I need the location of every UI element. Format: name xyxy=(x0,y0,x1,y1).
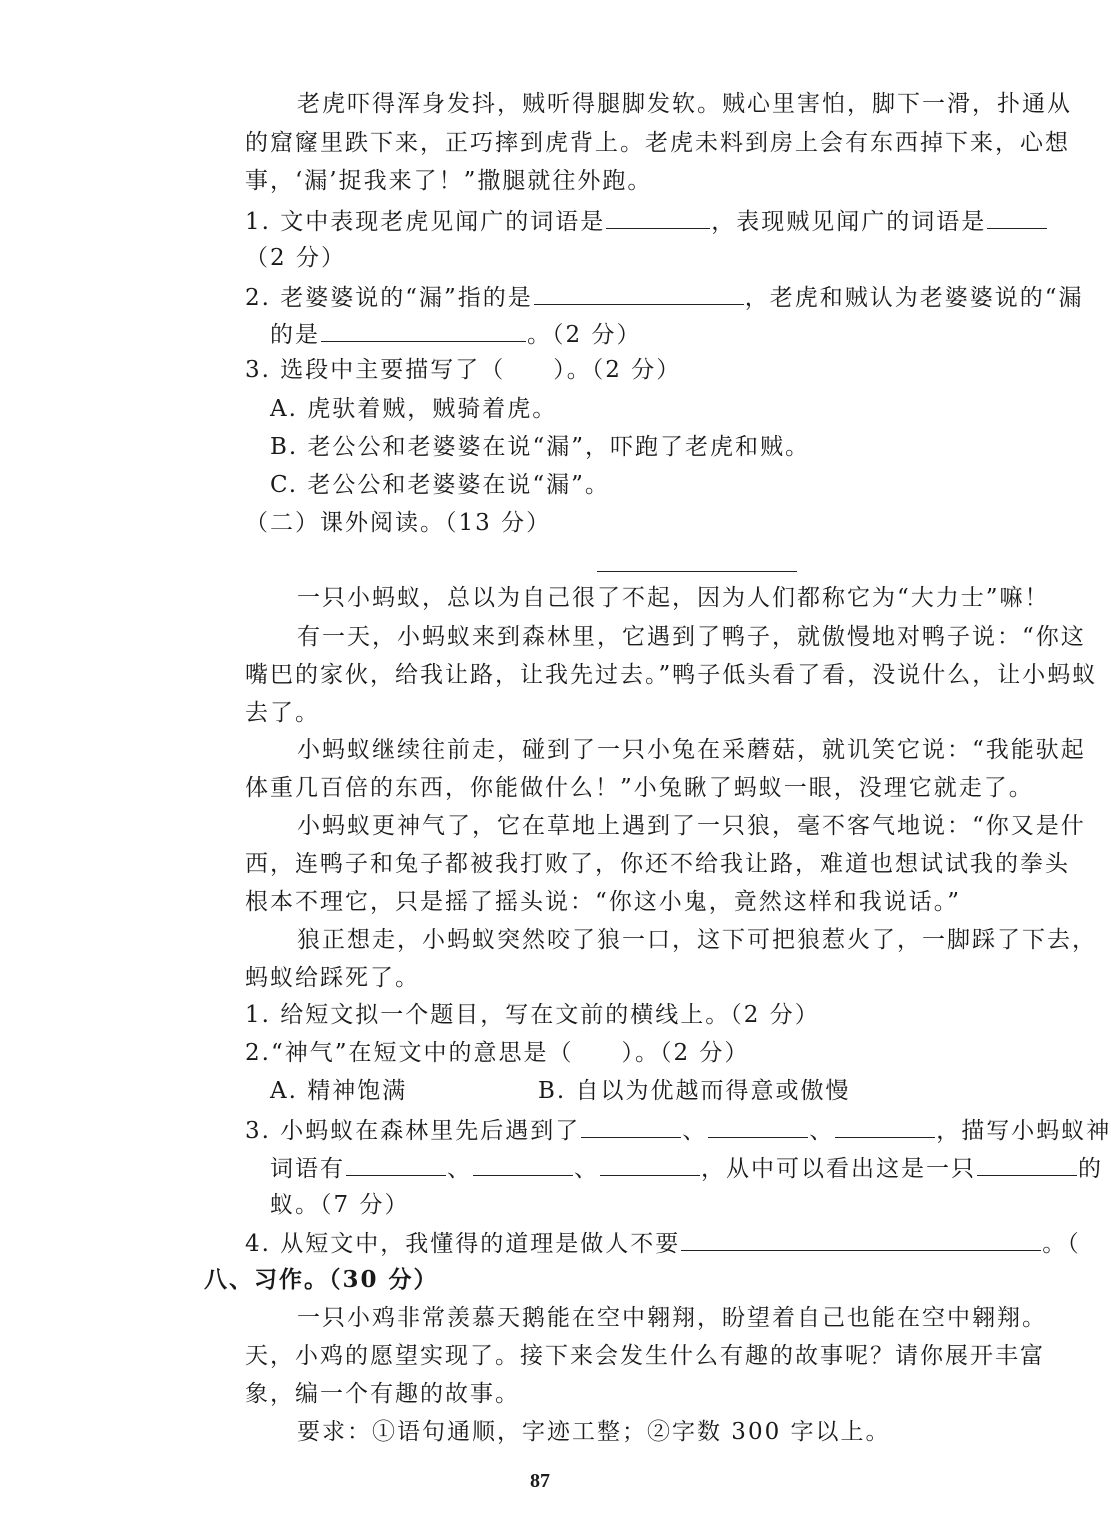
reading-question-2-option-b: B. 自以为优越而得意或傲慢 xyxy=(538,1078,851,1104)
essay-prompt-line-1: 一只小鸡非常羡慕天鹅能在空中翱翔，盼望着自己也能在空中翱翔。 xyxy=(297,1305,1047,1331)
passage1-line-3: 事，‘漏’捉我来了！”撒腿就往外跑。 xyxy=(245,168,653,194)
reading-question-3-text-d: ，从中可以看出这是一只 xyxy=(701,1156,976,1182)
passage1-line-2: 的窟窿里跌下来，正巧摔到虎背上。老虎未料到房上会有东西掉下来，心想 xyxy=(245,130,1070,156)
answer-blank[interactable] xyxy=(681,1224,1041,1251)
passage2-line-3: 嘴巴的家伙，给我让路，让我先过去。”鸭子低头看了看，没说什么，让小蚂蚁 xyxy=(245,662,1098,688)
reading-question-3-text-c: 词语有 xyxy=(270,1156,345,1182)
reading-question-4 xyxy=(245,1224,1080,1260)
passage1-line-1: 老虎吓得浑身发抖，贼听得腿脚发软。贼心里害怕，脚下一滑，扑通从 xyxy=(297,91,1072,117)
question-2-cont xyxy=(270,315,1080,351)
passage2-line-8: 西，连鸭子和兔子都被我打败了，你还不给我让路，难道也想试试我的拳头 xyxy=(245,851,1070,877)
answer-blank[interactable] xyxy=(321,315,526,342)
question-2-text-d: 。（2 分） xyxy=(527,322,642,348)
reading-question-4-text-a: 4. 从短文中，我懂得的道理是做人不要 xyxy=(245,1231,681,1257)
separator: 、 xyxy=(682,1118,708,1144)
question-1-text-a: 1. 文中表现老虎见闻广的词语是 xyxy=(245,209,606,235)
answer-blank[interactable] xyxy=(606,202,710,229)
section-8-heading: 八、习作。（30 分） xyxy=(204,1266,439,1293)
passage2-line-2: 有一天，小蚂蚁来到森林里，它遇到了鸭子，就傲慢地对鸭子说：“你这 xyxy=(297,624,1086,650)
answer-blank[interactable] xyxy=(835,1111,935,1138)
question-3-option-b: B. 老公公和老婆婆在说“漏”，吓跑了老虎和贼。 xyxy=(270,434,811,460)
reading-question-3-text-b: ，描写小蚂蚁神 xyxy=(936,1118,1111,1144)
answer-blank[interactable] xyxy=(473,1149,573,1176)
reading-question-2-text-b: ）。（2 分） xyxy=(621,1040,750,1066)
answer-blank[interactable] xyxy=(708,1111,808,1138)
essay-prompt-line-3: 象，编一个有趣的故事。 xyxy=(245,1381,520,1407)
page-number: 87 xyxy=(530,1470,550,1492)
essay-requirements: 要求：①语句通顺，字迹工整；②字数 300 字以上。 xyxy=(297,1419,891,1445)
reading-question-1: 1. 给短文拟一个题目，写在文前的横线上。（2 分） xyxy=(245,1002,820,1028)
question-2-text-b: ，老虎和贼认为老婆婆说的“漏 xyxy=(744,285,1084,311)
reading-question-3-cont xyxy=(270,1149,1103,1185)
answer-blank[interactable] xyxy=(534,278,744,305)
passage2-line-4: 去了。 xyxy=(245,700,320,726)
passage2-line-11: 蚂蚁给踩死了。 xyxy=(245,965,420,991)
passage2-line-5: 小蚂蚁继续往前走，碰到了一只小兔在采蘑菇，就讥笑它说：“我能驮起 xyxy=(297,737,1086,763)
reading-question-3 xyxy=(245,1111,1111,1147)
reading-question-3-score: 蚁。（7 分） xyxy=(270,1192,410,1218)
question-3-stem-a: 3. 选段中主要描写了（ xyxy=(245,357,506,383)
answer-blank[interactable] xyxy=(977,1149,1077,1176)
separator: 、 xyxy=(574,1156,599,1182)
question-1-score: （2 分） xyxy=(245,245,346,271)
question-2-text-c: 的是 xyxy=(270,322,320,348)
answer-blank[interactable] xyxy=(346,1149,446,1176)
answer-blank[interactable] xyxy=(581,1111,681,1138)
question-1 xyxy=(245,202,1080,238)
separator: 、 xyxy=(809,1118,835,1144)
passage2-line-1: 一只小蚂蚁，总以为自己很了不起，因为人们都称它为“大力士”嘛！ xyxy=(297,585,1050,611)
passage2-line-7: 小蚂蚁更神气了，它在草地上遇到了一只狼，毫不客气地说：“你又是什 xyxy=(297,813,1086,839)
question-2 xyxy=(245,278,1084,314)
reading-question-3-text-e: 的 xyxy=(1078,1156,1103,1182)
answer-blank[interactable] xyxy=(987,202,1047,229)
question-3-option-c: C. 老公公和老婆婆在说“漏”。 xyxy=(270,472,610,498)
question-3-option-a: A. 虎驮着贼，贼骑着虎。 xyxy=(270,396,558,422)
passage2-line-9: 根本不理它，只是摇了摇头说：“你这小鬼，竟然这样和我说话。” xyxy=(245,889,962,915)
reading-question-3-text-a: 3. 小蚂蚁在森林里先后遇到了 xyxy=(245,1118,581,1144)
passage2-line-6: 体重几百倍的东西，你能做什么！”小兔瞅了蚂蚁一眼，没理它就走了。 xyxy=(245,775,1034,801)
answer-blank[interactable] xyxy=(600,1149,700,1176)
title-answer-line[interactable] xyxy=(597,571,797,572)
reading-question-2-option-b-row xyxy=(538,1073,1080,1109)
reading-question-4-text-b: 。（ xyxy=(1042,1231,1081,1257)
reading-question-2-option-a: A. 精神饱满 xyxy=(270,1078,408,1104)
separator: 、 xyxy=(447,1156,472,1182)
reading-question-2 xyxy=(245,1035,1080,1071)
question-3-stem-b: ）。（2 分） xyxy=(553,357,682,383)
section-2-heading: （二）课外阅读。（13 分） xyxy=(245,510,552,536)
question-1-text-b: ，表现贼见闻广的词语是 xyxy=(711,209,987,235)
essay-prompt-line-2: 天，小鸡的愿望实现了。接下来会发生什么有趣的故事呢？请你展开丰富 xyxy=(245,1343,1045,1369)
question-3 xyxy=(245,352,1080,388)
reading-question-2-text-a: 2.“神气”在短文中的意思是（ xyxy=(245,1040,574,1066)
passage2-line-10: 狼正想走，小蚂蚁突然咬了狼一口，这下可把狼惹火了，一脚踩了下去， xyxy=(297,927,1097,953)
question-2-text-a: 2. 老婆婆说的“漏”指的是 xyxy=(245,285,533,311)
